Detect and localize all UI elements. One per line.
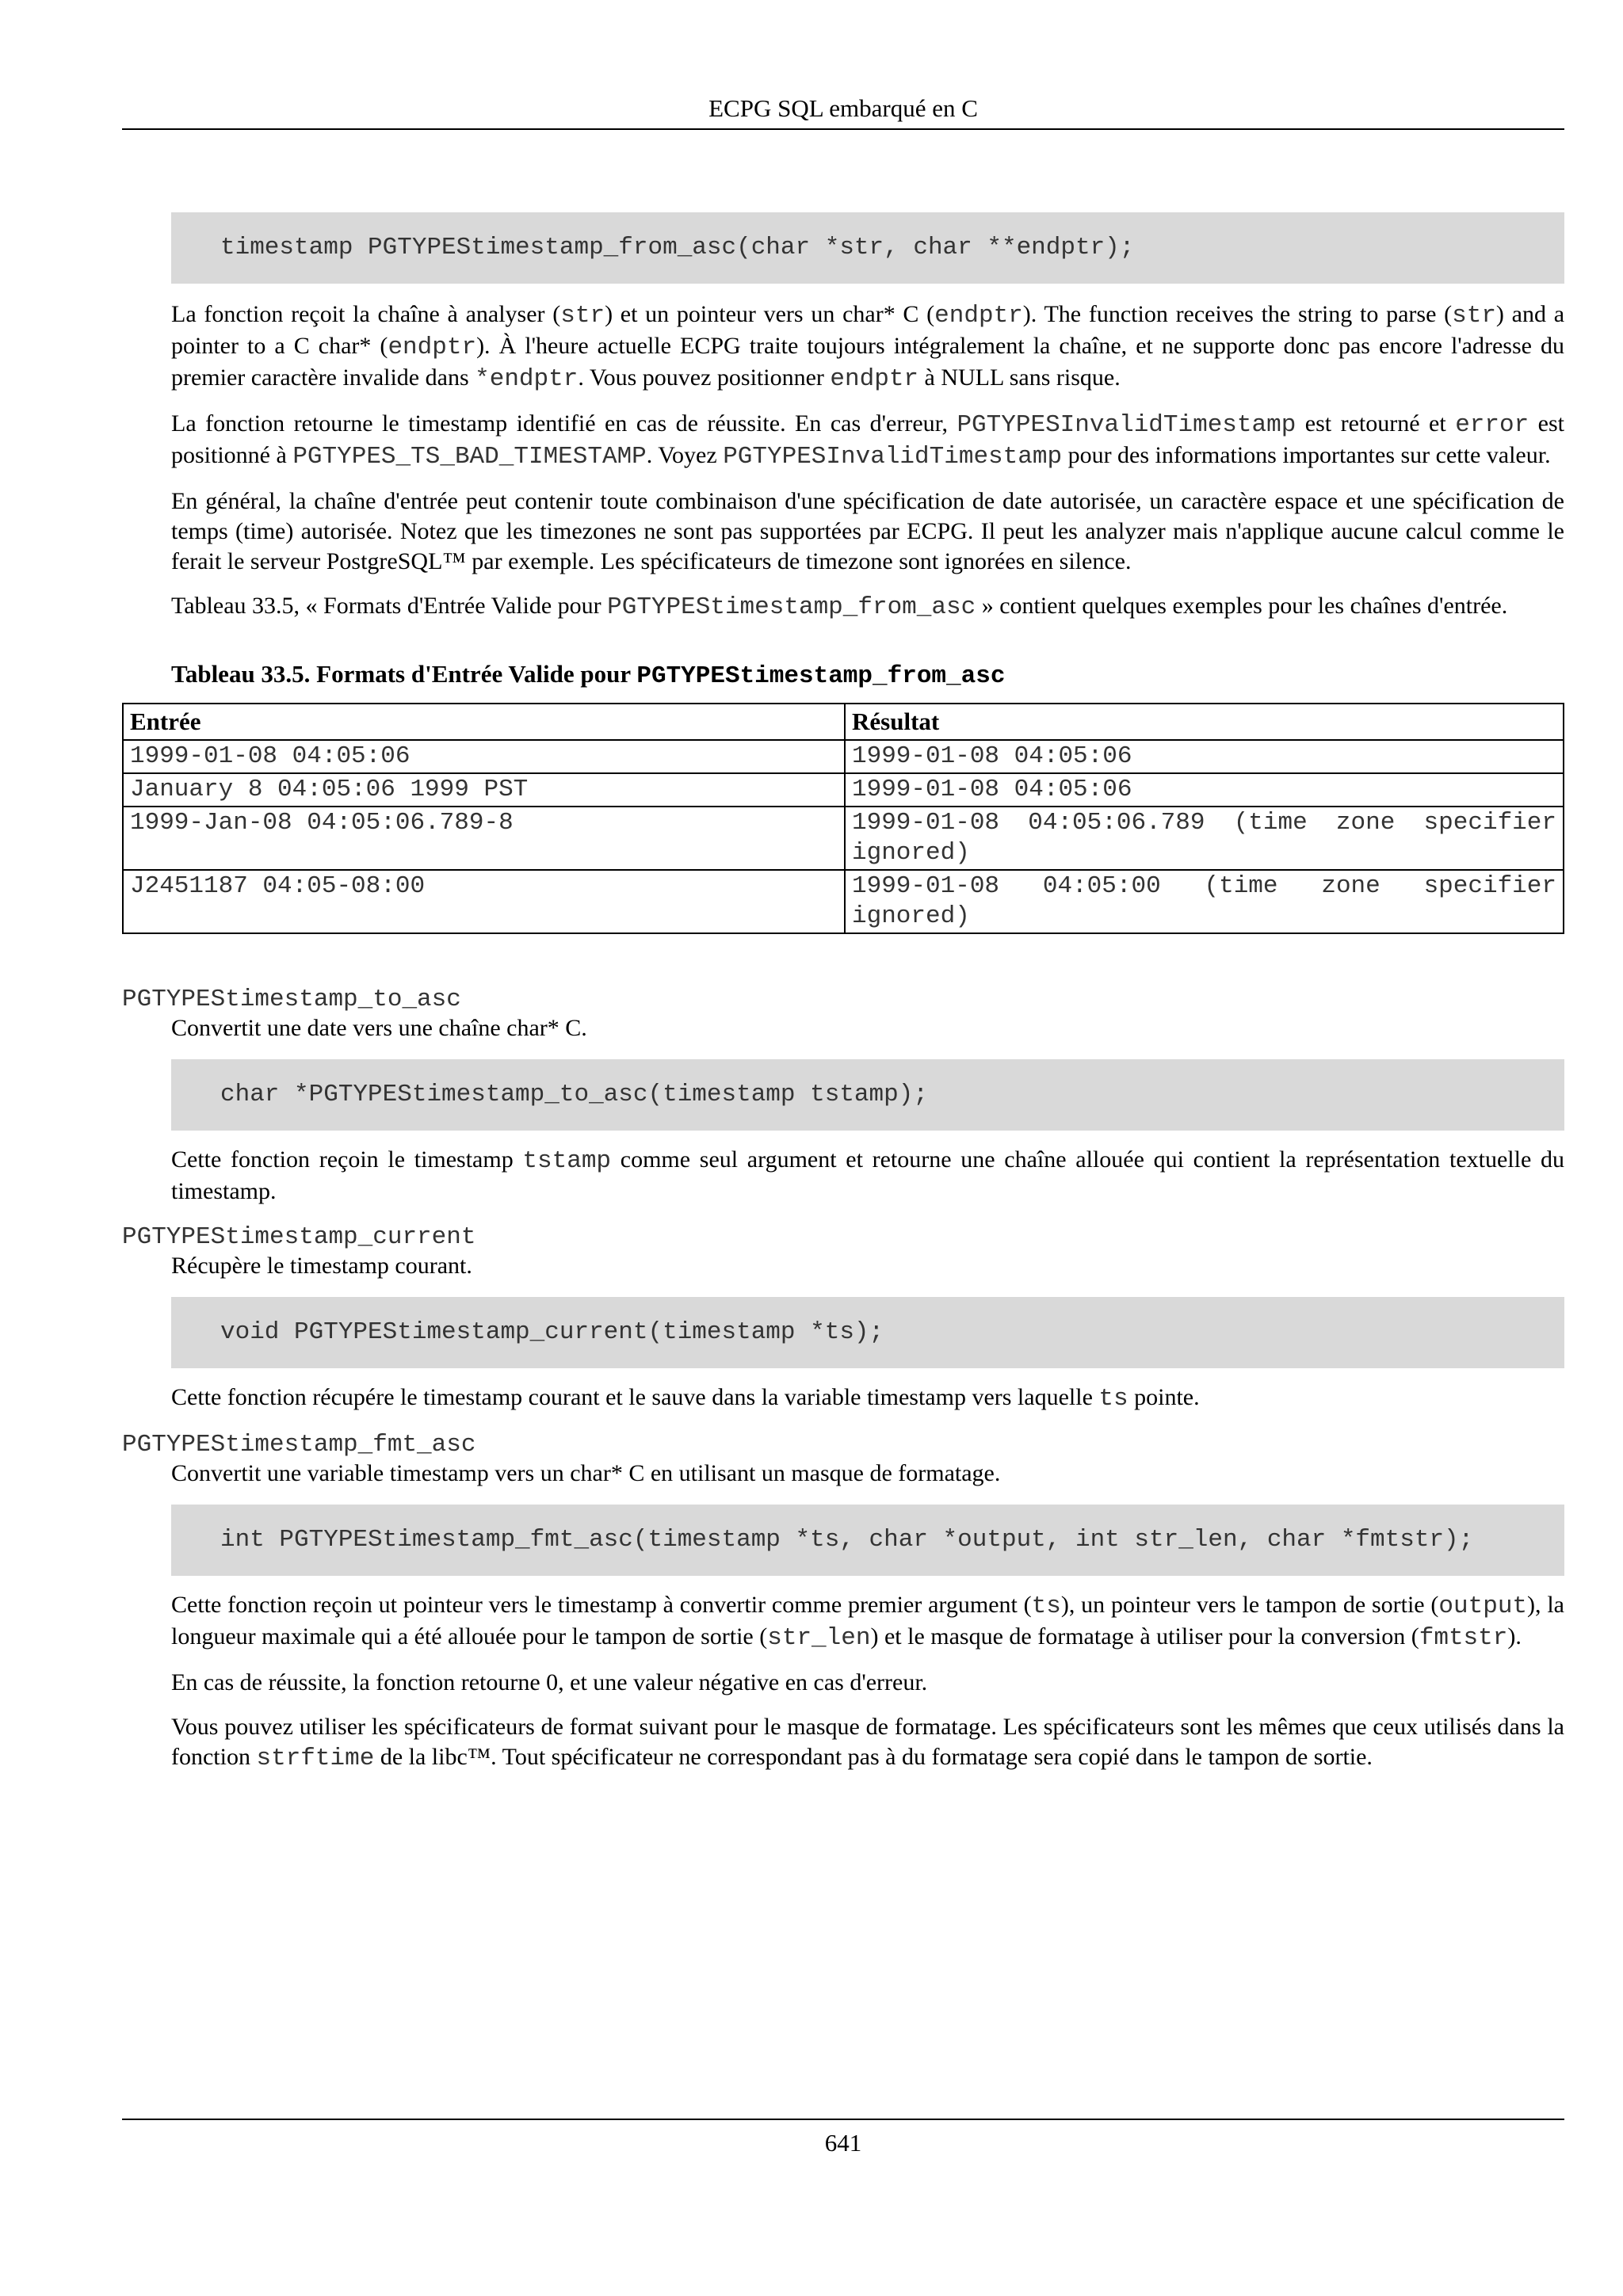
paragraph-fmt-asc-specifiers: Vous pouvez utiliser les spécificateurs de format suivant pour le masque de formatage. Les spécificateurs sont les mêmes que ceux utilisés dans la fonction strftime de la libc™. Tout spécificateur ne correspondant pas à du formatage sera copié dans le tampon de sortie. — [171, 1714, 1564, 1772]
paragraph-from-asc-return: La fonction retourne le timestamp identifié en cas de réussite. En cas d'erreur, PGTYPESInvalidTimestamp est retourné et error est positionné à PGTYPES_TS_BAD_TIMESTAMP. Voyez PGTYPESInvalidTimestamp pour des informations importantes sur cette valeur. — [171, 410, 1565, 471]
code-block-to-asc: char *PGTYPEStimestamp_to_asc(timestamp tstamp); — [171, 1059, 1564, 1131]
table-cell: January 8 04:05:06 1999 PST — [123, 773, 845, 807]
paragraph-from-asc-params: La fonction reçoit la chaîne à analyser (str) et un pointeur vers un char* C (endptr). The function receives the string to parse (str) and a pointer to a C char* (endptr). À l'heure actuelle ECPG traite toujours intégralement la chaîne, et ne supporte donc pas encore l'adresse du premier caractère invalide dans *endptr. Vous pouvez positionner endptr à NULL sans risque. — [171, 301, 1565, 393]
table-row — [123, 773, 1564, 807]
term-fmt-asc: PGTYPEStimestamp_fmt_asc — [122, 1431, 476, 1459]
code-block-from-asc: timestamp PGTYPEStimestamp_from_asc(char *str, char **endptr); — [171, 212, 1564, 284]
table-cell: 1999-01-08 04:05:06 — [845, 740, 1564, 773]
header-rule — [122, 128, 1564, 130]
description-fmt-asc: Convertit une variable timestamp vers un char* C en utilisant un masque de formatage. — [171, 1460, 1001, 1486]
footer-rule — [122, 2119, 1564, 2120]
term-to-asc: PGTYPEStimestamp_to_asc — [122, 986, 461, 1013]
page-number: 641 — [824, 2129, 862, 2157]
paragraph-to-asc: Cette fonction reçoin le timestamp tstamp comme seul argument et retourne une chaîne allouée qui contient la représentation textuelle du timestamp. — [171, 1146, 1564, 1204]
table-cell: 1999-01-08 04:05:06 — [845, 773, 1564, 807]
table-cell: J2451187 04:05-08:00 — [123, 870, 845, 933]
description-current: Récupère le timestamp courant. — [171, 1253, 472, 1279]
table-cell: 1999-Jan-08 04:05:06.789-8 — [123, 807, 845, 870]
table-row — [123, 807, 1564, 870]
table-reference-link[interactable]: Tableau 33.5, « Formats d'Entrée Valide pour PGTYPEStimestamp_from_asc — [171, 593, 976, 621]
table-row — [123, 740, 1564, 773]
paragraph-fmt-asc-return: En cas de réussite, la fonction retourne 0, et une valeur négative en cas d'erreur. — [171, 1669, 928, 1695]
table-cell: 1999-01-08 04:05:06.789 (time zone specifier ignored) — [845, 807, 1564, 870]
table-header-row — [123, 704, 1564, 740]
table-header-cell: Résultat — [845, 704, 1564, 740]
paragraph-current: Cette fonction récupére le timestamp courant et le sauve dans la variable timestamp vers laquelle ts pointe. — [171, 1384, 1200, 1413]
table-header-cell: Entrée — [123, 704, 845, 740]
table-cell: 1999-01-08 04:05:06 — [123, 740, 845, 773]
page-header: ECPG SQL embarqué en C — [708, 94, 978, 122]
code-block-current: void PGTYPEStimestamp_current(timestamp *ts); — [171, 1297, 1564, 1368]
table-cell: 1999-01-08 04:05:00 (time zone specifier ignored) — [845, 870, 1564, 933]
description-to-asc: Convertit une date vers une chaîne char* C. — [171, 1015, 587, 1041]
page-content — [122, 212, 1564, 1774]
table-row — [123, 870, 1564, 933]
paragraph-from-asc-table-ref: Tableau 33.5, « Formats d'Entrée Valide pour PGTYPEStimestamp_from_asc » contient quelques exemples pour les chaînes d'entrée. — [171, 593, 1508, 621]
formats-table — [122, 703, 1564, 934]
table-caption: Tableau 33.5. Formats d'Entrée Valide pour PGTYPEStimestamp_from_asc — [171, 660, 1006, 690]
paragraph-from-asc-general: En général, la chaîne d'entrée peut contenir toute combinaison d'une spécification de date autorisée, un caractère espace et une spécification de temps (time) autorisée. Notez que les timezones ne sont pas supportées par ECPG. Il peut les analyzer mais n'applique aucune calcul comme le ferait le serveur PostgreSQL™ par exemple. Les spécificateurs de timezone sont ignorées en silence. — [171, 488, 1564, 574]
code-block-fmt-asc: int PGTYPEStimestamp_fmt_asc(timestamp *ts, char *output, int str_len, char *fmtstr); — [171, 1505, 1564, 1576]
term-current: PGTYPEStimestamp_current — [122, 1223, 476, 1251]
paragraph-fmt-asc-args: Cette fonction reçoin ut pointeur vers le timestamp à convertir comme premier argument (ts), un pointeur vers le tampon de sortie (output), la longueur maximale qui a été allouée pour le tampon de sortie (str_len) et le masque de formatage à utiliser pour la conversion (fmtstr). — [171, 1592, 1564, 1652]
